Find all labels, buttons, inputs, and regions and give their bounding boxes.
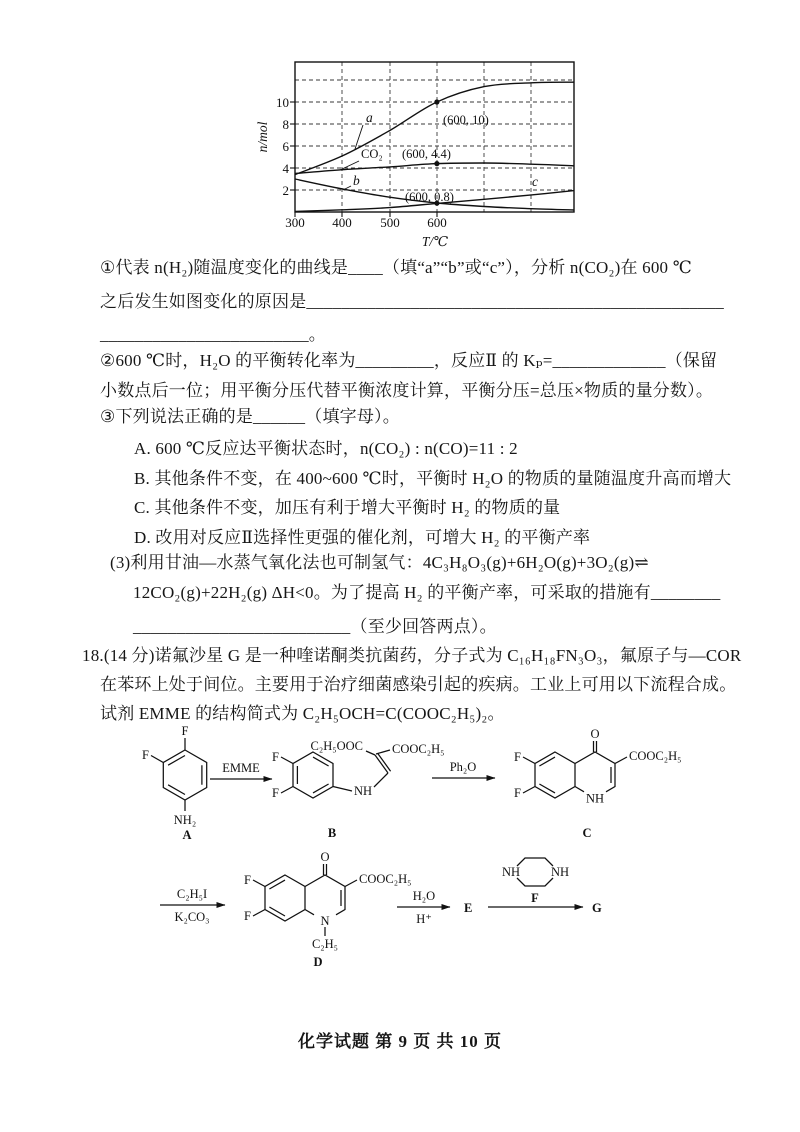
compound-label-E: E — [464, 901, 473, 915]
q17-option-a: A. 600 ℃反应达平衡状态时，n(CO₂) : n(CO)=11 : 2 — [134, 439, 518, 458]
point-label-600-0.8: (600, 0.8) — [405, 190, 454, 204]
compound-label-F: F — [531, 891, 539, 905]
reaction-arrow-1 — [210, 761, 272, 779]
compound-label-D: D — [313, 955, 323, 969]
x-tick-400: 400 — [332, 215, 352, 230]
ester-group-right: COOC₂H₅ — [629, 749, 682, 763]
y-tick-4: 4 — [282, 161, 289, 176]
fluorine-atom: F — [181, 725, 189, 738]
point-label-600-10: (600, 10) — [443, 113, 489, 127]
q17-part3-line2: 12CO₂(g)+22H₂(g) ΔH<0。为了提高 H₂ 的平衡产率，可采取的措施有________ — [133, 583, 721, 602]
q17-sub2-line2: 小数点后一位；用平衡分压代替平衡浓度计算，平衡分压=总压×物质的量分数）。 — [100, 381, 714, 400]
q17-sub3-intro: ③下列说法正确的是______（填字母）。 — [100, 407, 400, 426]
marked-point — [434, 99, 439, 104]
structure-A — [142, 725, 207, 842]
reaction-arrow-4 — [397, 889, 450, 926]
ethyl-group: C₂H₅ — [311, 937, 339, 951]
nh-group: NH — [354, 784, 373, 798]
q17-part3-line1: (3)利用甘油—水蒸气氧化法也可制氢气：4C₃H₈O₃(g)+6H₂O(g)+3O₂(g)⇌ — [110, 553, 649, 572]
fluorine-atom: F — [244, 909, 251, 923]
x-tick-500: 500 — [380, 215, 400, 230]
fluorine-atom: F — [514, 750, 521, 764]
curve-label-a: a — [366, 110, 373, 125]
q17-option-d: D. 改用对反应Ⅱ选择性更强的催化剂，可增大 H₂ 的平衡产率 — [134, 528, 591, 547]
y-tick-10: 10 — [276, 95, 289, 110]
q18-line1: 18.(14 分)诺氟沙星 G 是一种喹诺酮类抗菌药，分子式为 C₁₆H₁₈FN₃O₃，氟原子与—COR — [82, 646, 742, 665]
compound-label-G: G — [592, 901, 602, 915]
reagent-h-plus: H⁺ — [416, 912, 432, 926]
q17-sub1-line3: ________________________。 — [100, 325, 326, 344]
q17-sub2-line1: ②600 ℃时，H₂O 的平衡转化率为_________，反应Ⅱ 的 Kₚ=_____________（保留 — [100, 351, 718, 370]
compound-label-C: C — [582, 826, 592, 840]
structure-D — [244, 850, 411, 969]
q17-part3-line3: _________________________（至少回答两点）。 — [133, 617, 497, 636]
fluorine-atom: F — [272, 786, 279, 800]
nh-group: NH — [501, 865, 521, 879]
x-tick-600: 600 — [427, 215, 447, 230]
fluorine-atom: F — [244, 873, 251, 887]
curve-label-b: b — [353, 173, 360, 188]
y-tick-2: 2 — [282, 183, 289, 198]
carbonyl-oxygen: O — [590, 727, 600, 741]
x-axis-label: T/℃ — [421, 234, 449, 249]
reagent-c2h5i: C₂H₅I — [176, 887, 208, 901]
y-axis-label: n/mol — [255, 121, 270, 153]
q17-sub1-line1: ①代表 n(H₂)随温度变化的曲线是____（填“a”“b”或“c”），分析 n(CO₂)在 600 ℃ — [100, 258, 692, 277]
reagent-ph2o: Ph₂O — [449, 760, 477, 774]
q17-sub1-line2: 之后发生如图变化的原因是________________________________________________ — [100, 292, 724, 311]
x-tick-300: 300 — [285, 215, 305, 230]
fluorine-atom: F — [142, 748, 149, 762]
ester-group-right: COOC₂H₅ — [359, 872, 412, 886]
curve-label-c: c — [532, 174, 538, 189]
reagent-k2co3: K₂CO₃ — [174, 910, 210, 924]
structure-B — [272, 739, 444, 840]
y-tick-8: 8 — [282, 117, 289, 132]
nh-group: NH — [550, 865, 570, 879]
q18-line2: 在苯环上处于间位。主要用于治疗细菌感染引起的疾病。工业上可用以下流程合成。 — [100, 675, 737, 694]
ester-group-left: C₂H₅OOC — [310, 739, 363, 753]
reagent-h2o: H₂O — [412, 889, 436, 903]
carbonyl-oxygen: O — [320, 850, 330, 864]
marked-point — [434, 161, 439, 166]
q17-option-b: B. 其他条件不变，在 400~600 ℃时，平衡时 H₂O 的物质的量随温度升高而增大 — [134, 469, 732, 488]
structure-C — [514, 727, 681, 840]
ring-nitrogen: N — [320, 914, 330, 928]
structure-F-piperazine — [502, 858, 569, 905]
nh-group: NH — [585, 791, 605, 806]
compound-label-A: A — [182, 828, 192, 842]
curve-label-co2: CO₂ — [361, 147, 383, 161]
q18-line3: 试剂 EMME 的结构简式为 C₂H₅OCH=C(COOC₂H₅)₂。 — [100, 704, 505, 723]
page-footer: 化学试题 第 9 页 共 10 页 — [298, 1032, 502, 1051]
compound-label-B: B — [327, 826, 337, 840]
fluorine-atom: F — [514, 786, 521, 800]
fluorine-atom: F — [272, 750, 279, 764]
reaction-arrow-3 — [160, 887, 225, 924]
reaction-arrow-2 — [432, 760, 495, 778]
equilibrium-chart — [255, 55, 590, 255]
ester-group-right: COOC₂H₅ — [392, 742, 445, 756]
synthesis-scheme — [60, 725, 760, 980]
amine-group: NH₂ — [173, 813, 197, 827]
y-tick-6: 6 — [282, 139, 289, 154]
q17-option-c: C. 其他条件不变，加压有利于增大平衡时 H₂ 的物质的量 — [134, 498, 561, 517]
point-label-600-4.4: (600, 4.4) — [402, 147, 451, 161]
reaction-arrow-5 — [488, 858, 583, 907]
reagent-emme: EMME — [222, 761, 260, 775]
